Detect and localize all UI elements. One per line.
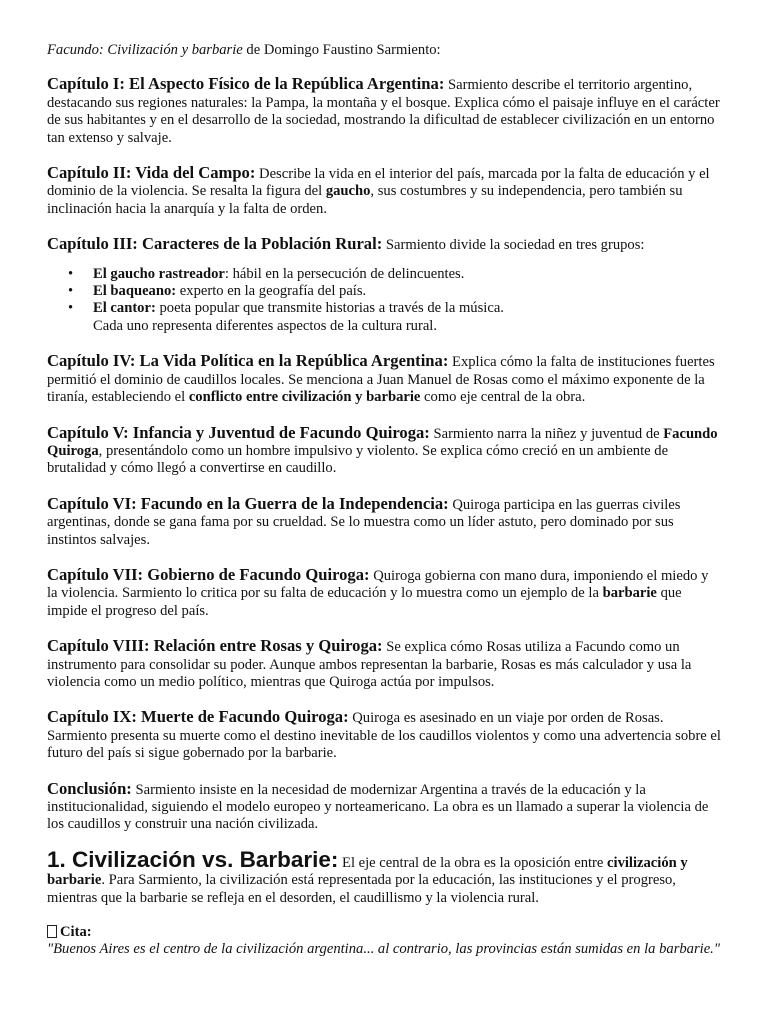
chapter-text: , sus costumbres y su independencia, pero también su inclinación hacia la anarquía y la falta de orden. [47, 183, 683, 217]
book-title: Facundo: Civilización y barbarie [47, 42, 243, 58]
chapter-2 [47, 164, 722, 218]
chapter-8 [47, 637, 722, 691]
section-emphasis: civilización y barbarie [47, 854, 688, 889]
chapter-text: Quiroga es asesinado en un viaje por orden de Rosas. Sarmiento presenta su muerte como el destino inevitable de los caudillos violentos y como una advertencia sobre el futuro del país si sigue gobernado por la barbarie. [47, 710, 721, 762]
chapter-title: Capítulo I: El Aspecto Físico de la República Argentina: [47, 74, 445, 94]
chapter-title: Capítulo IX: Muerte de Facundo Quiroga: [47, 707, 349, 727]
section-heading: 1. Civilización vs. Barbarie: [47, 846, 339, 872]
list-item [68, 283, 722, 300]
conclusion [47, 780, 722, 834]
section-text: El eje central de la obra es la oposición entre [338, 854, 608, 871]
intro-line [47, 42, 722, 59]
bullet-icon: • [68, 265, 74, 282]
chapter-text: Explica cómo la falta de instituciones fuertes permitió el dominio de caudillos locales. Se menciona a Juan Manuel de Rosas como el máximo exponente de la tiranía, estableciendo el [47, 354, 715, 406]
chapter-title: Capítulo VI: Facundo en la Guerra de la Independencia: [47, 493, 449, 513]
chapter-7 [47, 566, 722, 620]
chapter-text: Sarmiento divide la sociedad en tres grupos: [382, 237, 645, 254]
group-text: experto en la geografía del país. [176, 283, 367, 300]
group-label: El baqueano: [93, 283, 177, 300]
conclusion-text: Sarmiento insiste en la necesidad de modernizar Argentina a través de la educación y la institucionalidad, siguiendo el modelo europeo y norteamericano. La obra es un llamado a superar la violencia de los caudillos y construir una nación civilizada. [47, 781, 709, 833]
missing-glyph-icon [47, 925, 57, 938]
chapter-title: Capítulo III: Caracteres de la Población Rural: [47, 234, 383, 254]
cita-quote: "Buenos Aires es el centro de la civilización argentina... al contrario, las provincias están sumidas en la barbarie." [47, 941, 720, 958]
cita-label: Cita: [60, 924, 92, 941]
bullet-icon: • [68, 283, 74, 300]
bullet-icon: • [68, 300, 74, 317]
chapter-title: Capítulo II: Vida del Campo: [47, 163, 256, 183]
chapter-emphasis: gaucho [325, 183, 371, 200]
chapter-text: como eje central de la obra. [420, 389, 586, 406]
group-text: poeta popular que transmite historias a través de la música. [155, 300, 504, 317]
chapter-text: Sarmiento describe el territorio argentino, destacando sus regiones naturales: la Pampa, la montaña y el bosque. Explica cómo el paisaje influye en el carácter de sus habitantes y en el desarrollo de la sociedad, mostrando la dificultad de establecer civilización en un entorno tan extenso y salvaje. [47, 77, 720, 146]
group-text: hábil en la persecución de delincuentes. [228, 265, 465, 282]
chapter-1 [47, 75, 722, 147]
list-item [68, 300, 722, 317]
list-item [68, 265, 722, 283]
chapter-text: Describe la vida en el interior del país, marcada por la falta de educación y el dominio de la violencia. Se resalta la figura del [47, 166, 710, 200]
chapter-text: que impide el progreso del país. [47, 585, 682, 619]
section-civilizacion-barbarie [47, 846, 722, 907]
chapter-text: Se explica cómo Rosas utiliza a Facundo como un instrumento para consolidar su poder. Aunque ambos representan la barbarie, Rosas es más calculador y usa la violencia como un medio político, mientras que Quiroga actúa por impulsos. [47, 639, 692, 690]
chapter-title: Capítulo VIII: Relación entre Rosas y Quiroga: [47, 636, 383, 656]
chapter-text: Quiroga participa en las guerras civiles argentinas, donde se gana fama por su crueldad. Se lo muestra como un líder astuto, pero dominado por sus instintos salvajes. [47, 496, 681, 548]
conclusion-title: Conclusión: [47, 778, 132, 798]
chapter-emphasis: conflicto entre civilización y barbarie [188, 389, 421, 406]
chapter-title: Capítulo IV: La Vida Política en la República Argentina: [47, 351, 449, 371]
chapter-emphasis: barbarie [602, 585, 657, 602]
list-summary: Cada uno representa diferentes aspectos de la cultura rural. [93, 317, 438, 334]
group-label: El gaucho rastreador [93, 265, 225, 282]
chapter-4 [47, 352, 722, 406]
chapter-3 [47, 235, 722, 254]
intro-rest: de Domingo Faustino Sarmiento: [242, 42, 441, 58]
chapter-title: Capítulo V: Infancia y Juventud de Facundo Quiroga: [47, 422, 430, 442]
section-text: . Para Sarmiento, la civilización está representada por la educación, las instituciones y el progreso, mientras que la barbarie se refleja en el desorden, el caudillismo y la violencia rural. [47, 872, 676, 906]
cita-heading [47, 924, 722, 941]
group-sep: : [224, 265, 229, 282]
chapter-6 [47, 495, 722, 549]
chapter-title: Capítulo VII: Gobierno de Facundo Quiroga: [47, 564, 370, 584]
chapter-text: Sarmiento narra la niñez y juventud de [429, 425, 664, 442]
group-label: El cantor: [93, 300, 156, 317]
chapter-text: Quiroga gobierna con mano dura, imponiendo el miedo y la violencia. Sarmiento lo critica por su falta de educación y lo muestra como un ejemplo de la [47, 567, 709, 602]
chapter-text: , presentándolo como un hombre impulsivo y violento. Se explica cómo creció en un ambiente de brutalidad y cómo llegó a convertirse en caudillo. [47, 442, 669, 477]
chapter-5 [47, 424, 722, 478]
chapter-9 [47, 708, 722, 762]
chapter-emphasis: Facundo Quiroga [47, 425, 718, 459]
rural-groups-list [47, 266, 722, 318]
